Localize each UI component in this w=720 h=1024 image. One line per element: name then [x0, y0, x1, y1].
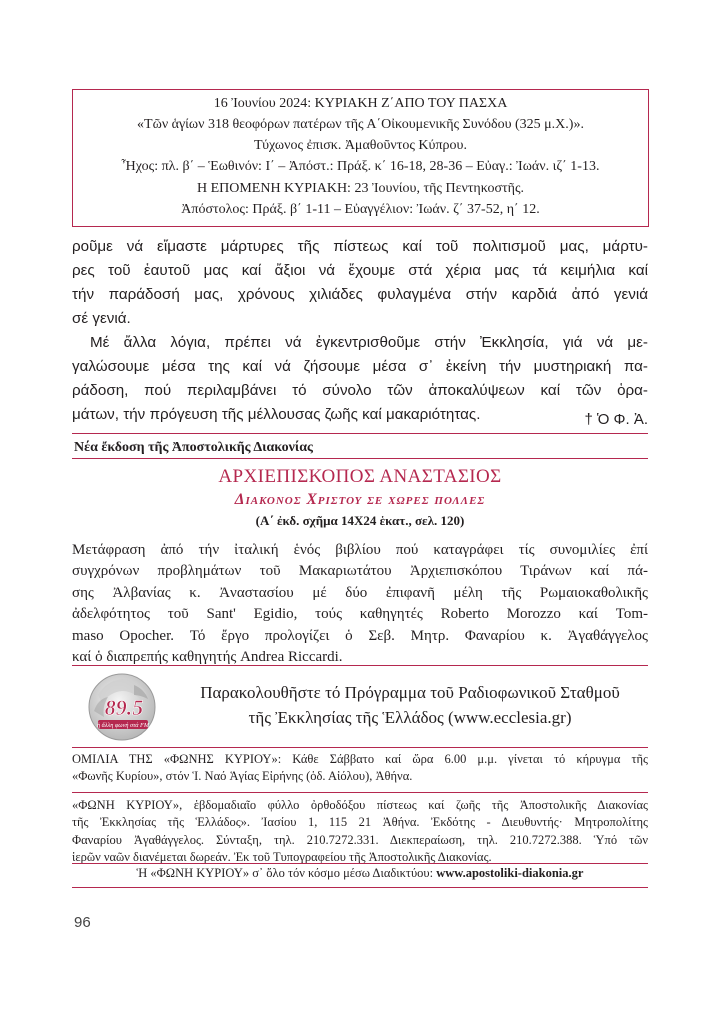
- section-divider: [72, 863, 648, 864]
- feast-readings: Ἦχος: πλ. β΄ – Ἑωθινόν: Ι΄ – Ἀπόστ.: Πράξ. κ΄ 16-18, 28-36 – Εὐαγ.: Ἰωάν. ιζ΄ 1-13.: [121, 159, 600, 174]
- next-sunday-readings: Ἀπόστολος: Πράξ. β΄ 1-11 – Εὐαγγέλιον: Ἰωάν. ζ΄ 37-52, η΄ 12.: [181, 202, 540, 217]
- text-line: ἱερῶν ναῶν διανέμεται δωρεάν. Ἐκ τοῦ Τυπογραφείου τῆς Ἀποστολικῆς Διακονίας.: [72, 849, 492, 864]
- radio-tagline: ἡ ἄλλη φωνή στά FM: [97, 722, 149, 729]
- text-line: «ΦΩΝΗ ΚΥΡΙΟΥ», ἑβδομαδιαῖο φύλλο ὀρθοδόξου πίστεως καί ζωῆς τῆς Ἀποστολικῆς Διακονίας: [72, 798, 648, 812]
- text-line: maso Opocher. Τό ἔργο προλογίζει ὁ Σεβ. Μητρ. Φαναρίου κ. Ἀγαθάγγελος: [72, 627, 648, 644]
- text-line: τήν παράδοσή μας, χρόνους χιλιάδες φυλαγμένα στήν καρδιά ἀπό γενιά: [72, 286, 648, 303]
- radio-logo: [84, 671, 160, 743]
- publisher-info: [72, 797, 648, 866]
- homily-notice: [72, 751, 648, 786]
- feast-saint: Τύχωνος ἐπισκ. Ἀμαθοῦντος Κύπρου.: [254, 138, 467, 153]
- text-line: «Φωνῆς Κυρίου», στόν Ἱ. Ναό Ἁγίας Εἰρήνης (ὁδ. Αἰόλου), Ἀθήνα.: [72, 769, 413, 784]
- article-paragraph-1: [72, 235, 648, 331]
- text-line: μάτων, τήν πρόγευση τῆς μέλλουσας ζωῆς καί μακαριότητας.: [72, 406, 481, 423]
- author-signature: † Ὁ Φ. Ἀ.: [584, 411, 648, 428]
- text-line: ΟΜΙΛΙΑ ΤΗΣ «ΦΩΝΗΣ ΚΥΡΙΟΥ»: Κάθε Σάββατο καί ὥρα 6.00 μ.μ. γίνεται τό κήρυγμα τῆς: [72, 752, 648, 766]
- text-line: ράδοση, πού περιλαμβάνει τό σύνολο τῶν ἀποκαλύψεων καί τῶν ὁρα-: [72, 382, 648, 399]
- section-divider: [72, 747, 648, 748]
- feast-commemoration: «Τῶν ἁγίων 318 θεοφόρων πατέρων τῆς Α΄Οἰκουμενικῆς Συνόδου (325 μ.Χ.)».: [137, 117, 584, 132]
- text-line: ἀδελφότητος τοῦ Sant' Egidio, τούς καθηγητές Roberto Morozzo καί Tom-: [72, 606, 648, 623]
- book-subtitle: Διακονος Χριστου σε χωρες πολλες: [234, 491, 486, 508]
- text-line: σέ γενιά.: [72, 310, 131, 327]
- book-title: ΑΡΧΙΕΠΙΣΚΟΠΟΣ ΑΝΑΣΤΑΣΙΟΣ: [218, 466, 502, 487]
- book-format: (Α΄ ἐκδ. σχῆμα 14Χ24 ἑκατ., σελ. 120): [255, 513, 465, 528]
- new-edition-label: Νέα ἔκδοση τῆς Ἀποστολικῆς Διακονίας: [74, 440, 313, 455]
- radio-website: τῆς Ἐκκλησίας τῆς Ἑλλάδος (www.ecclesia.gr): [248, 708, 572, 727]
- web-url-link[interactable]: www.apostoliki-diakonia.gr: [436, 866, 584, 880]
- text-line: Μέ ἄλλα λόγια, πρέπει νά ἐγκεντρισθοῦμε στήν Ἐκκλησία, γιά νά με-: [90, 334, 648, 351]
- text-line: Φαναρίου Ἀγαθάγγελος. Σύνταξη, τηλ. 210.7272.331. Διεκπεραίωση, τηλ. 210.7272.388. Ὑπό τῶν: [72, 832, 648, 847]
- text-line: καί ὁ διαπρεπής καθηγητής Andrea Riccardi.: [72, 648, 343, 665]
- section-divider: [72, 887, 648, 888]
- text-line: Μετάφραση ἀπό τήν ἰταλική ἑνός βιβλίου πού καταγράφει τίς συνομιλίες ἐπί: [72, 542, 648, 558]
- section-divider: [72, 792, 648, 793]
- web-notice-text: Ἡ «ΦΩΝΗ ΚΥΡΙΟΥ» σ᾽ ὅλο τόν κόσμο μέσω Διαδικτύου:: [136, 866, 437, 880]
- section-divider: [72, 665, 648, 666]
- page-number: 96: [74, 914, 91, 931]
- text-line: συγχρόνων προβλημάτων τοῦ Μακαριωτάτου Ἀρχιεπισκόπου Τιράνων καί πά-: [72, 563, 648, 580]
- next-sunday-title: Η ΕΠΟΜΕΝΗ ΚΥΡΙΑΚΗ: 23 Ἰουνίου, τῆς Πεντηκοστῆς.: [196, 181, 525, 196]
- text-line: ροῦμε νά εἴμαστε μάρτυρες τῆς πίστεως καί τοῦ πολιτισμοῦ μας, μάρτυ-: [72, 238, 648, 255]
- text-line: σης Ἀλβανίας κ. Ἀναστασίου μέ δύο ἐπιφανῆ μέλη τῆς Ρωμαιοκαθολικῆς: [72, 584, 648, 601]
- radio-invitation: Παρακολουθῆστε τό Πρόγραμμα τοῦ Ραδιοφωνικοῦ Σταθμοῦ: [200, 683, 620, 702]
- text-line: γαλώσουμε μέσα της καί νά ζήσουμε μέσα σ᾽ ἐκείνη τήν μυστηριακή πα-: [72, 358, 648, 375]
- section-divider: [72, 458, 648, 459]
- radio-frequency: 89.5: [104, 695, 144, 720]
- feast-info-box: [72, 89, 649, 227]
- web-notice: [72, 865, 648, 882]
- radio-logo-graphic: [84, 671, 160, 743]
- book-description: [72, 540, 648, 668]
- section-divider: [72, 433, 648, 434]
- text-line: τῆς Ἐκκλησίας τῆς Ἑλλάδος». Ἰασίου 1, 115 21 Ἀθήνα. Ἐκδότης - Διευθυντής· Μητροπολίτης: [72, 815, 648, 830]
- text-line: ρες τοῦ ἑαυτοῦ μας καί ἄξιοι νά ἔχουμε στά χέρια μας τά κειμήλια καί: [72, 262, 648, 279]
- feast-date-title: 16 Ἰουνίου 2024: ΚΥΡΙΑΚΗ Ζ΄ΑΠΟ ΤΟΥ ΠΑΣΧΑ: [213, 96, 508, 111]
